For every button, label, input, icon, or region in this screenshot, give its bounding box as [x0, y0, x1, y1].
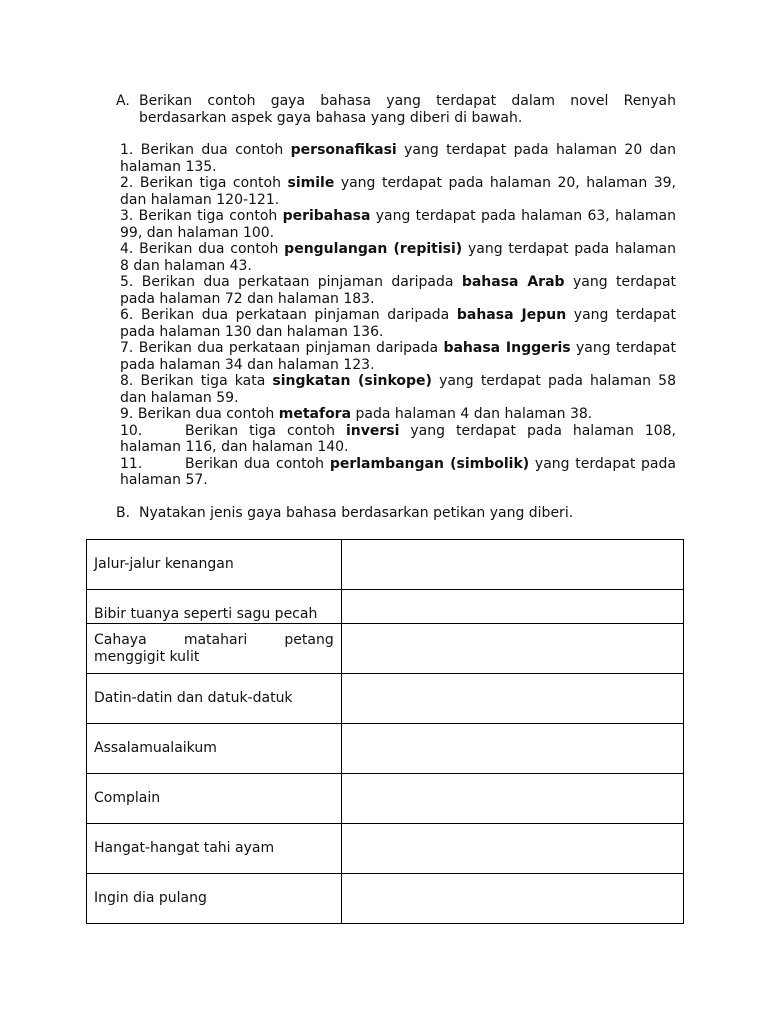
question-item: 10. Berikan tiga contoh inversi yang terdapat pada halaman 108, halaman 116, dan halaman 140. [120, 422, 677, 455]
table-row [87, 774, 684, 824]
question-item: 9. Berikan dua contoh metafora pada halaman 4 dan halaman 38. [120, 406, 593, 422]
phrase-cell: Assalamualaikum [87, 724, 342, 774]
table-row [87, 824, 684, 874]
table-row [87, 874, 684, 924]
answer-cell[interactable] [341, 874, 683, 924]
phrase-line: menggigit kulit [94, 648, 200, 665]
section-a-instruction: Berikan contoh gaya bahasa yang terdapat dalam novel Renyah berdasarkan aspek gaya bahasa yang diberi di bawah. [139, 93, 676, 126]
answer-cell[interactable] [341, 774, 683, 824]
answer-cell[interactable] [341, 674, 683, 724]
section-b-letter: B. [116, 505, 131, 521]
phrase-cell: Bibir tuanya seperti sagu pecah [87, 590, 342, 624]
question-item: 3. Berikan tiga contoh peribahasa yang terdapat pada halaman 63, halaman 99, dan halaman 100. [120, 208, 676, 241]
phrase-cell: Hangat-hangat tahi ayam [87, 824, 342, 874]
section-a-heading [116, 93, 676, 126]
table-row [87, 674, 684, 724]
phrase-cell: Jalur-jalur kenangan [87, 540, 342, 590]
answer-cell[interactable] [341, 540, 683, 590]
section-b-heading [116, 505, 573, 522]
phrase-cell: Ingin dia pulang [87, 874, 342, 924]
question-item: 2. Berikan tiga contoh simile yang terdapat pada halaman 20, halaman 39, dan halaman 120-121. [120, 175, 677, 208]
question-item: 8. Berikan tiga kata singkatan (sinkope) yang terdapat pada halaman 58 dan halaman 59. [120, 373, 677, 406]
table-row [87, 590, 684, 624]
phrase-cell: Datin-datin dan datuk-datuk [87, 674, 342, 724]
answer-cell[interactable] [341, 624, 683, 674]
phrase-cell [87, 624, 342, 674]
section-a-letter: A. [116, 93, 130, 109]
answer-cell[interactable] [341, 590, 683, 624]
answer-cell[interactable] [341, 824, 683, 874]
question-item: 7. Berikan dua perkataan pinjaman daripada bahasa Inggeris yang terdapat pada halaman 34 dan halaman 123. [120, 340, 676, 373]
section-b-instruction: Nyatakan jenis gaya bahasa berdasarkan petikan yang diberi. [139, 505, 574, 521]
answer-table [86, 539, 684, 924]
question-item: 1. Berikan dua contoh personafikasi yang terdapat pada halaman 20 dan halaman 135. [120, 142, 677, 175]
table-row [87, 624, 684, 674]
question-item: 11. Berikan dua contoh perlambangan (simbolik) yang terdapat pada halaman 57. [120, 455, 676, 488]
question-item: 6. Berikan dua perkataan pinjaman daripada bahasa Jepun yang terdapat pada halaman 130 dan halaman 136. [120, 307, 677, 340]
phrase-cell: Complain [87, 774, 342, 824]
question-item: 4. Berikan dua contoh pengulangan (repitisi) yang terdapat pada halaman 8 dan halaman 43. [120, 241, 676, 274]
question-list [120, 142, 676, 489]
answer-cell[interactable] [341, 724, 683, 774]
table-row [87, 724, 684, 774]
section-a [116, 93, 676, 489]
question-item: 5. Berikan dua perkataan pinjaman daripada bahasa Arab yang terdapat pada halaman 72 dan halaman 183. [120, 274, 677, 307]
phrase-line: Cahaya matahari petang [94, 632, 334, 648]
table-row [87, 540, 684, 590]
